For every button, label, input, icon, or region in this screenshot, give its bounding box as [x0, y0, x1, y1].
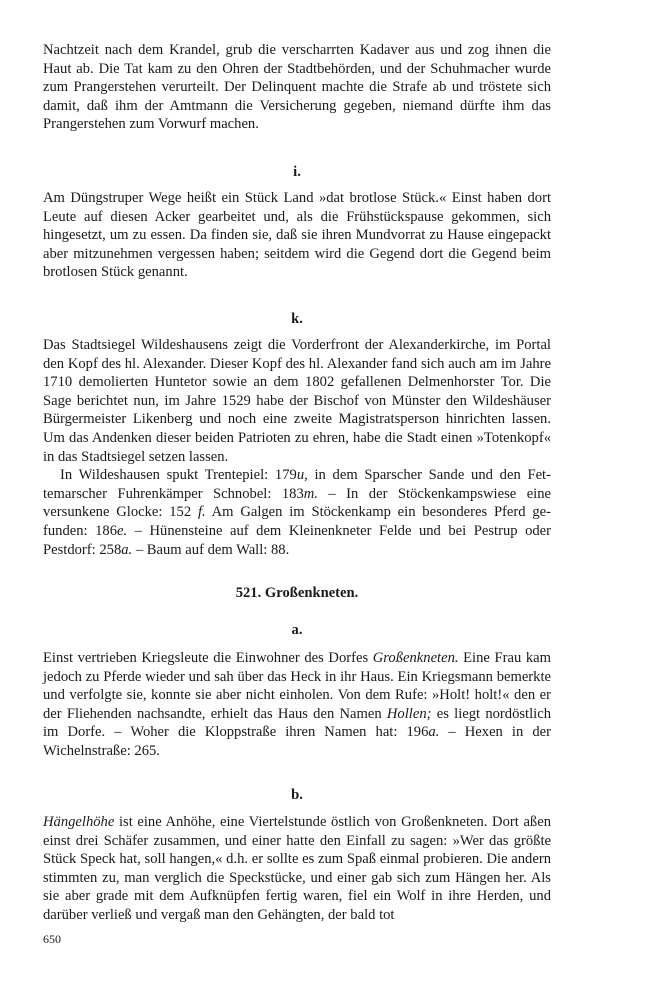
- section-heading-b: b.: [291, 787, 303, 803]
- section-a-paragraph: [43, 649, 551, 761]
- italic-text-run: f.: [197, 504, 206, 521]
- italic-text-run: m.: [303, 485, 318, 502]
- text-run: – In der Stöckenkampswiese eine versunkene Glocke: 152: [43, 485, 552, 521]
- section-k-paragraph-1: [43, 336, 551, 466]
- section-heading-a: a.: [291, 622, 303, 638]
- text-run: Am Düngstruper Wege heißt ein Stück Land »dat brotlose Stück.« Einst haben dort Leute auf diesen Acker gearbeitet und, als die Frühstückspause gekommen, sich hingesetzt, um zu essen. Da finden sie, daß sie ihren Mundvorrat zu Hause eingepackt aber mitzunehmen vergessen haben; seitdem wird die Gegend dort die Gegend beim brotlosen Stück genannt.: [43, 190, 551, 281]
- intro-paragraph: [43, 41, 551, 134]
- page-number: 650: [43, 932, 61, 946]
- section-k-paragraph-2: [43, 466, 551, 559]
- intro-paragraph-block: [43, 41, 551, 134]
- section-b-paragraph: [43, 813, 551, 925]
- text-run: In Wildeshausen spukt Trentepiel: 179: [60, 467, 297, 484]
- text-run: ist eine Anhöhe, eine Viertelstunde östlich von Großenkneten. Dort aßen einst drei Schäfer zusammen, und einer hatte den Einfall zu sagen: »Wer das größte Stück Speck hat, soll hangen,« d.h. er sollte es zum Spaß einmal probieren. Die andern stimmten zu, man verglich die Speckstücke, und einer gab sich zum Hängen her. Als sie aber grade mit dem Aufknüpfen fertig waren, fiel ein Wolf in ihre Herden, und darüber verließ und vergaß man den Gehängten, der bald tot: [43, 814, 551, 923]
- text-run: – Baum auf dem Wall: 88.: [132, 541, 290, 558]
- section-i-block: [43, 189, 551, 282]
- text-run: – Hexen in der Wichelnstraße: 265.: [43, 724, 551, 759]
- text-run: Das Stadtsiegel Wildeshausens zeigt die Vorderfront der Alexanderkirche, im Portal den Kopf des hl. Alexander. Dieser Kopf des hl. Alexander fand sich auch am im Jahre 1710 demolierten Huntetor sowie an dem 1802 gefallenen Delmenhorster Tor. Die Sage berichtet nun, im Jahre 1529 habe der Bischof von Münster den Wildeshäuser Bürgermeister Likenberg und noch eine zweite Magistratsperson hinrichten lassen. Um das Andenken dieser beiden Patrioten zu ehren, habe die Stadt einen »Totenkopf« in das Stadtsiegel setzen lassen.: [43, 337, 551, 465]
- text-run: es liegt nordöstlich im Dorfe. – Woher die Kloppstraße ihren Namen hat: 196: [43, 705, 551, 741]
- section-heading-i: i.: [293, 164, 301, 180]
- section-i-paragraph: [43, 189, 551, 282]
- italic-text-run: Hollen;: [386, 705, 432, 722]
- text-run: in dem Sparscher Sande und den Fettemarscher Fuhrenkämper Schnobel: 183: [43, 467, 551, 502]
- section-a-block: [43, 649, 551, 761]
- text-run: Am Galgen im Stöckenkamp ein besonderes Pferd gefunden: 186: [43, 504, 551, 539]
- text-run: Nachtzeit nach dem Krandel, grub die verscharrten Kadaver aus und zog ihnen die Haut ab. Die Tat kam zu den Ohren der Stadtbehörden, und der Schuhmacher wurde zum Prangerstehen verurteilt. Der Delinquent machte die Strafe ab und tröstete sich damit, daß ihm der Amtmann die Versicherung gegeben, niemand dürfte ihm das Prangerstehen zum Vorwurf machen.: [43, 42, 551, 133]
- chapter-title: 521. Großenkneten.: [235, 585, 359, 601]
- text-run: Einst vertrieben Kriegsleute die Einwohner des Dorfes: [43, 650, 373, 666]
- italic-text-run: u,: [296, 467, 308, 484]
- italic-text-run: a.: [121, 541, 133, 558]
- italic-text-run: Hängelhöhe: [43, 814, 115, 830]
- section-heading-k: k.: [291, 311, 303, 327]
- section-k-block: [43, 336, 551, 559]
- italic-text-run: a.: [428, 724, 440, 741]
- text-run: – Hünensteine auf dem Kleinenkneter Felde und bei Pestrup oder Pestdorf: 258: [43, 522, 551, 558]
- text-run: Eine Frau kam jedoch zu Pferde wieder und sah über das Heck in ihr Haus. Ein Kriegsmann bemerkte und verfolgte sie, konnte sie aber nicht einholen. Von dem Rufe: »Holt! holt!« den er der Fliehenden nachsandte, erhielt das Haus den Namen: [43, 650, 551, 722]
- italic-text-run: Großenkneten.: [372, 650, 459, 666]
- section-b-block: [43, 813, 551, 925]
- italic-text-run: e.: [117, 522, 128, 539]
